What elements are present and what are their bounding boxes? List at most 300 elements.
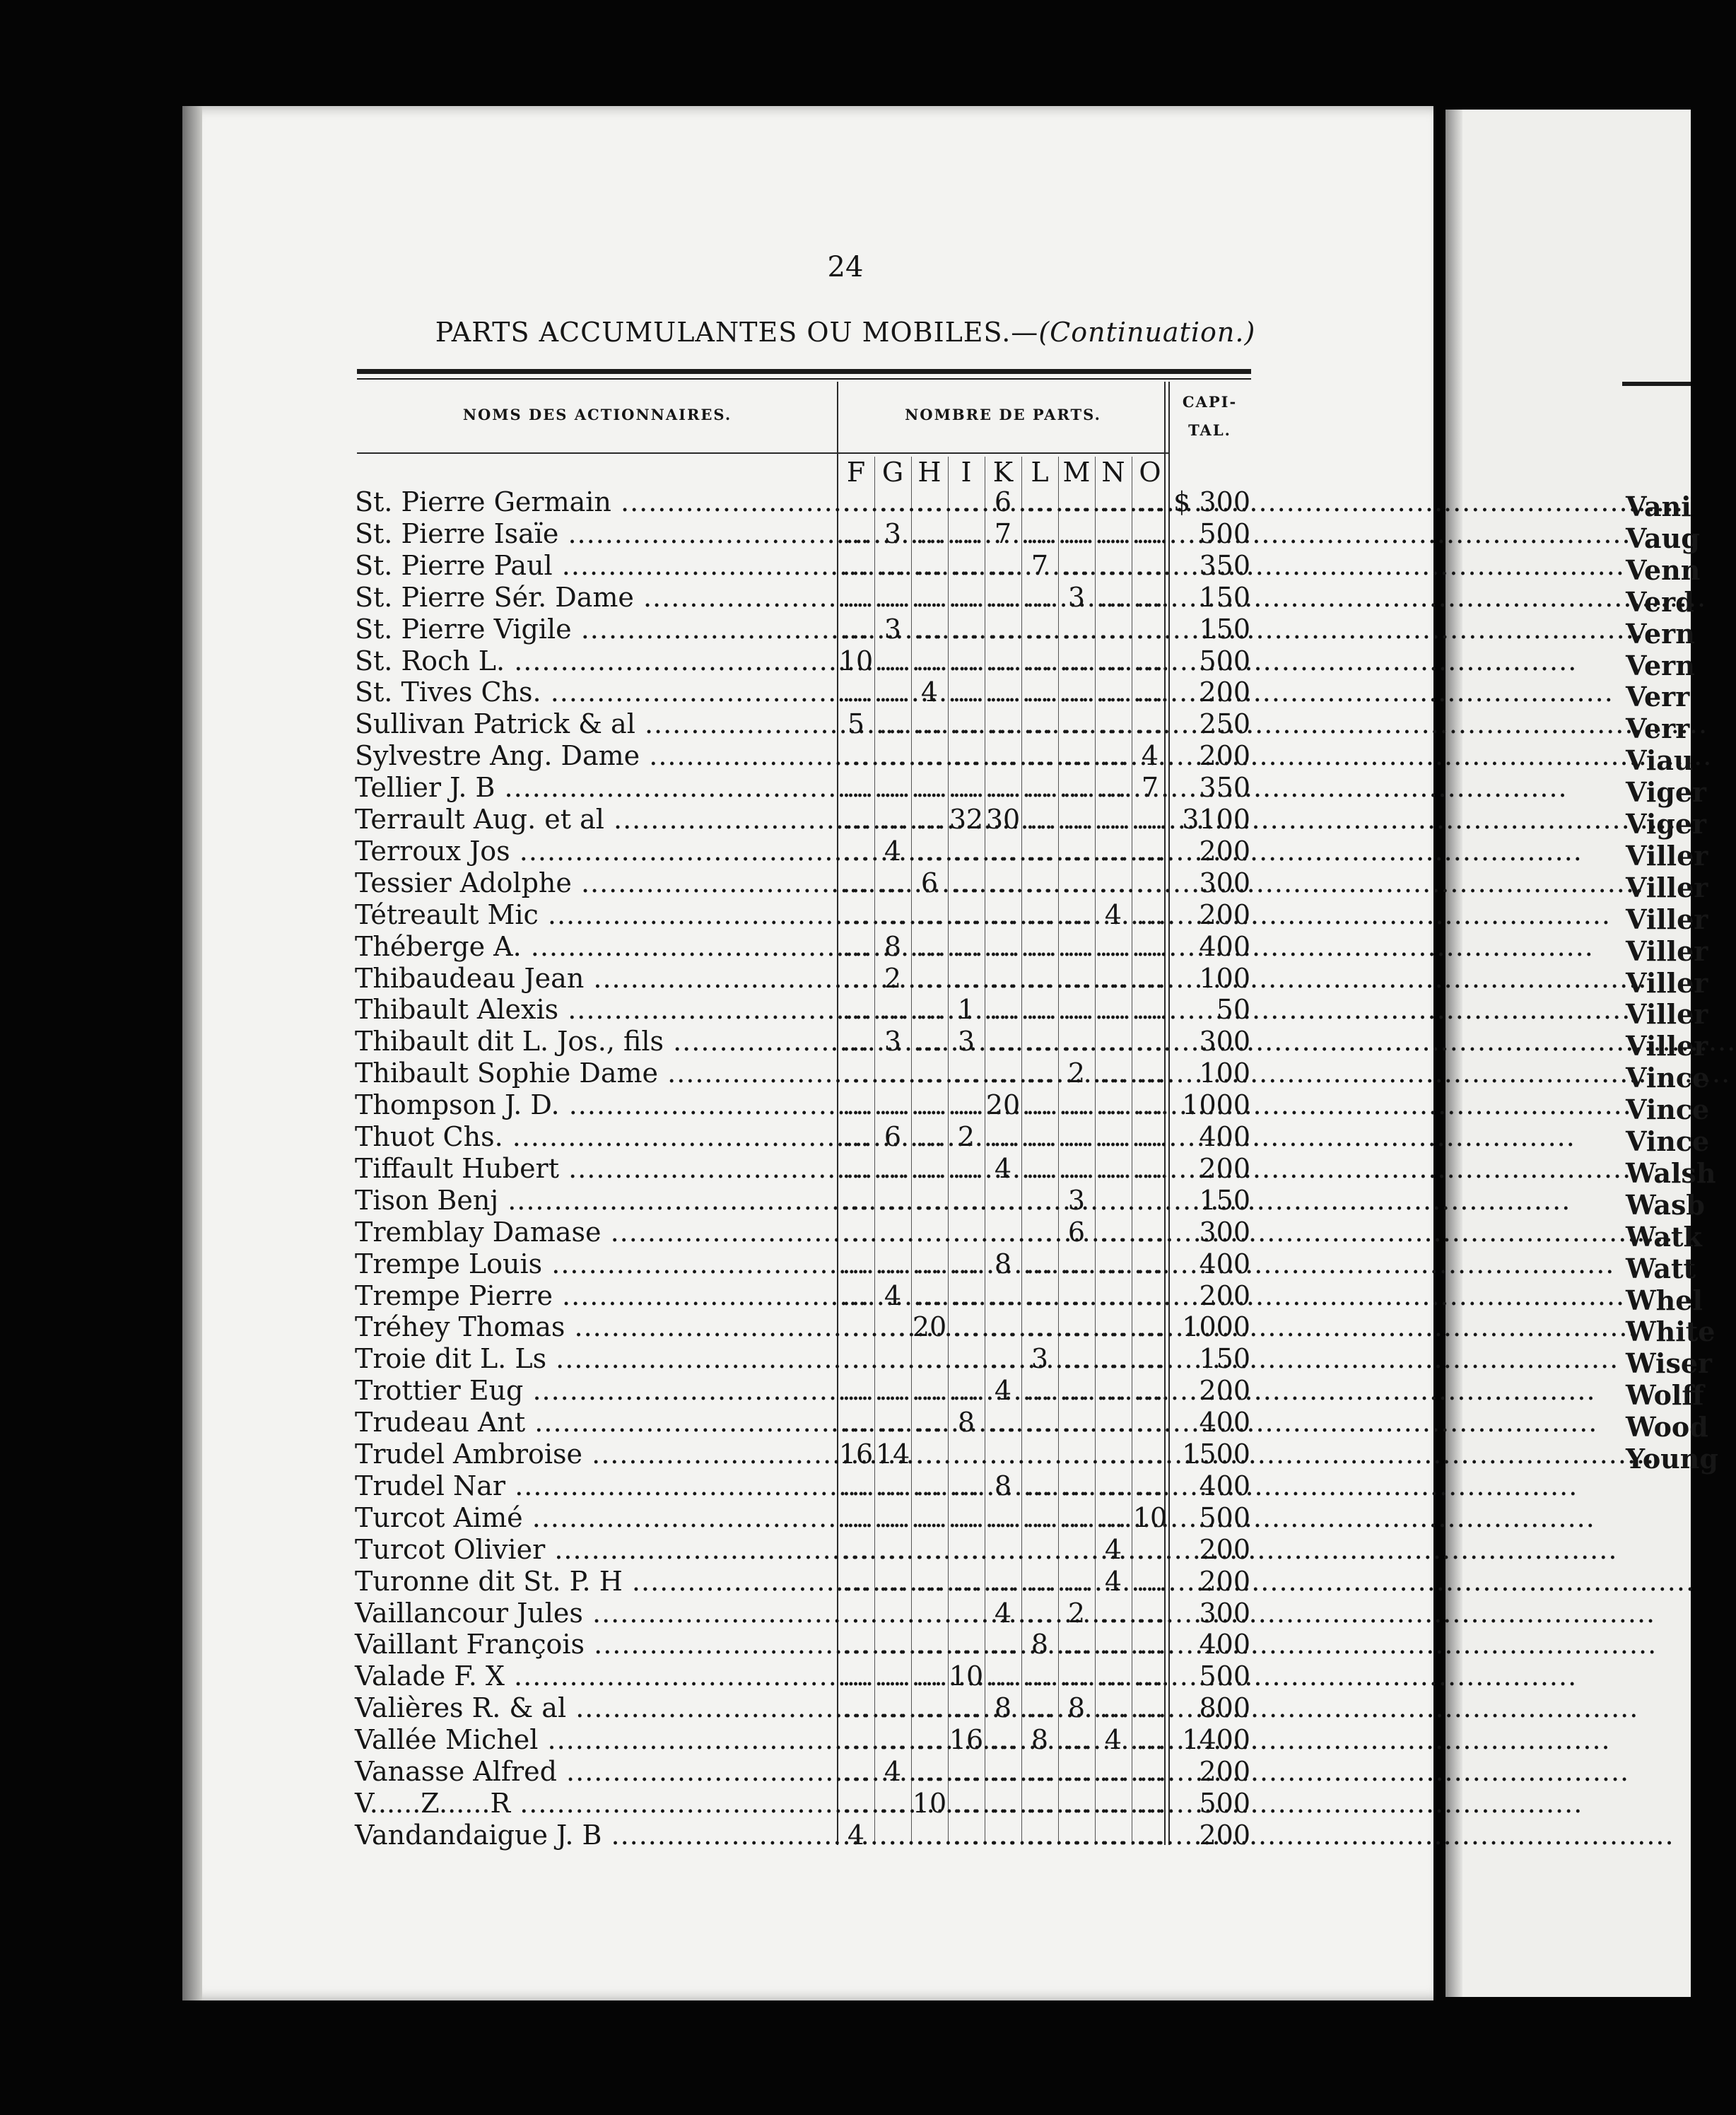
capital-value: 500 (1199, 517, 1250, 549)
parts-cell-l (1021, 1598, 1058, 1629)
parts-cell-i (948, 963, 985, 995)
parts-cell-f: 4 (847, 1819, 865, 1851)
parts-cell-o (1132, 1217, 1168, 1248)
parts-cell-m (1058, 708, 1095, 740)
parts-cell-o (1132, 1089, 1168, 1121)
parts-cell-l (1021, 931, 1058, 963)
parts-cell-g (874, 1248, 911, 1280)
capital-value: 50 (1216, 994, 1250, 1026)
shareholder-name: St. Pierre Sér. Dame ..... (355, 582, 838, 614)
parts-cell-m (1058, 1502, 1095, 1534)
parts-cell-l (1021, 676, 1058, 708)
parts-cell-h (911, 772, 948, 804)
parts-cell-i (948, 1502, 985, 1534)
parts-cell-n (1095, 963, 1132, 995)
header-rule-thin (357, 378, 1251, 380)
parts-cell-o (1132, 1470, 1168, 1502)
parts-cell-h (911, 1439, 948, 1470)
right-page-name-fragment: Vaug (1626, 522, 1700, 554)
parts-cell-l (1021, 1280, 1058, 1312)
parts-cell-l (1021, 899, 1058, 931)
parts-cell-h (911, 994, 948, 1026)
parts-cell-g: 3 (884, 517, 902, 549)
parts-cell-i (948, 836, 985, 867)
parts-cell-h (911, 1343, 948, 1375)
parts-cell-o (1132, 1598, 1168, 1629)
parts-cell-h (911, 740, 948, 772)
parts-cell-o (1132, 867, 1168, 899)
parts-cell-f (838, 1788, 874, 1820)
parts-cell-h (911, 1660, 948, 1692)
parts-cell-k (985, 836, 1021, 867)
parts-cell-k (985, 963, 1021, 995)
parts-cell-f (838, 1375, 874, 1407)
parts-cell-i (948, 1343, 985, 1375)
parts-cell-l (1021, 1407, 1058, 1439)
parts-cell-h (911, 1534, 948, 1566)
names-header-rule (357, 452, 838, 454)
parts-cell-i: 10 (949, 1660, 984, 1692)
parts-cell-o (1132, 1121, 1168, 1153)
parts-cell-o (1132, 582, 1168, 614)
capital-value: 350 (1199, 549, 1250, 581)
parts-cell-m (1058, 486, 1095, 518)
right-page-name-fragment: Viau (1626, 744, 1694, 777)
table-row (355, 899, 1253, 931)
parts-cell-f (838, 486, 874, 518)
capital-value: 1400 (1182, 1724, 1250, 1756)
parts-cell-n (1095, 836, 1132, 867)
parts-cell-h (911, 1502, 948, 1534)
parts-cell-n (1095, 1217, 1132, 1248)
table-row (355, 518, 1253, 550)
parts-cell-g (874, 1058, 911, 1089)
parts-cell-l (1021, 1439, 1058, 1470)
parts-cell-g (874, 1089, 911, 1121)
parts-cell-k (985, 772, 1021, 804)
parts-cell-m (1058, 899, 1095, 931)
right-page-name-fragment: Wolff (1626, 1379, 1704, 1412)
capital-value: 200 (1199, 1565, 1250, 1597)
parts-cell-n (1095, 1343, 1132, 1375)
part-letter-m: M (1062, 457, 1091, 488)
table-row (355, 1153, 1253, 1185)
parts-cell-m (1058, 676, 1095, 708)
parts-cell-o (1132, 645, 1168, 677)
capital-value: 250 (1199, 708, 1250, 740)
parts-cell-l (1021, 1153, 1058, 1185)
parts-cell-n (1095, 931, 1132, 963)
parts-cell-o (1132, 1820, 1168, 1851)
table-row (355, 1248, 1253, 1280)
table-row (355, 1089, 1253, 1121)
parts-cell-i (948, 708, 985, 740)
parts-cell-m (1058, 1153, 1095, 1185)
parts-cell-o: 7 (1141, 772, 1159, 804)
parts-cell-g (874, 486, 911, 518)
parts-cell-n (1095, 1185, 1132, 1217)
parts-cell-k (985, 1121, 1021, 1153)
parts-cell-n (1095, 676, 1132, 708)
shareholder-name: Vaillant François ..... (355, 1629, 838, 1660)
parts-cell-o (1132, 1566, 1168, 1598)
table-row (355, 1724, 1253, 1756)
table-row (355, 1534, 1253, 1566)
table-row (355, 1820, 1253, 1851)
parts-cell-o (1132, 899, 1168, 931)
parts-cell-k (985, 1534, 1021, 1566)
parts-cell-f (838, 550, 874, 582)
capital-value: 150 (1199, 613, 1250, 645)
capital-value: 500 (1199, 1501, 1250, 1533)
parts-cell-n (1095, 1502, 1132, 1534)
parts-cell-m (1058, 1121, 1095, 1153)
capital-value: 200 (1199, 1819, 1250, 1851)
capital-value: 300 (1199, 1026, 1250, 1058)
parts-cell-g (874, 1660, 911, 1692)
capital-value: 100 (1199, 1058, 1250, 1089)
capital-value: 800 (1199, 1692, 1250, 1724)
parts-cell-n (1095, 614, 1132, 645)
parts-cell-k (985, 1629, 1021, 1660)
parts-cell-l (1021, 1058, 1058, 1089)
parts-cell-o (1132, 1248, 1168, 1280)
parts-cell-m (1058, 1820, 1095, 1851)
parts-cell-f (838, 899, 874, 931)
shareholder-name: Thibault Sophie Dame ..... (355, 1058, 838, 1089)
parts-cell-f (838, 614, 874, 645)
parts-cell-g (874, 550, 911, 582)
table-row (355, 1788, 1253, 1820)
parts-cell-f: 16 (838, 1439, 874, 1470)
parts-cell-l: 3 (1031, 1343, 1049, 1375)
parts-cell-o (1132, 1660, 1168, 1692)
part-letter-l: L (1031, 457, 1049, 488)
table-row (355, 1470, 1253, 1502)
parts-cell-f (838, 963, 874, 995)
parts-cell-f (838, 1153, 874, 1185)
parts-cell-m (1058, 1439, 1095, 1470)
shareholder-name: Trudeau Ant ..... (355, 1407, 838, 1439)
parts-header-rule (838, 452, 1168, 454)
parts-cell-l (1021, 836, 1058, 867)
right-page-name-fragment: Wiser (1626, 1347, 1713, 1380)
shareholder-name: Vallée Michel ..... (355, 1724, 838, 1756)
parts-cell-n: 4 (1104, 1565, 1122, 1597)
parts-cell-g (874, 899, 911, 931)
parts-cell-i (948, 676, 985, 708)
table-row (355, 1407, 1253, 1439)
parts-cell-m (1058, 740, 1095, 772)
capital-value: 400 (1199, 1407, 1250, 1439)
parts-cell-n: 4 (1104, 898, 1122, 930)
parts-cell-h: 10 (912, 1787, 947, 1819)
parts-cell-h (911, 836, 948, 867)
capital-value: 200 (1199, 676, 1250, 708)
shareholder-name: St. Roch L. ..... (355, 645, 838, 677)
parts-cell-n (1095, 772, 1132, 804)
parts-cell-n (1095, 1026, 1132, 1058)
table-row (355, 867, 1253, 899)
parts-cell-i (948, 931, 985, 963)
table-row (355, 740, 1253, 772)
part-letter-k: K (992, 457, 1014, 488)
table-row (355, 804, 1253, 836)
parts-cell-m (1058, 645, 1095, 677)
part-letter-headers (838, 457, 1168, 489)
parts-cell-k: 4 (994, 1152, 1012, 1184)
parts-cell-m (1058, 1311, 1095, 1343)
parts-cell-n (1095, 1629, 1132, 1660)
parts-cell-n (1095, 1153, 1132, 1185)
parts-cell-g (874, 1534, 911, 1566)
parts-cell-i (948, 1185, 985, 1217)
parts-cell-n (1095, 1248, 1132, 1280)
parts-cell-g (874, 772, 911, 804)
right-page-name-fragment: Watk (1626, 1220, 1702, 1253)
shareholder-name: Trottier Eug ..... (355, 1375, 838, 1407)
parts-cell-i (948, 518, 985, 550)
parts-cell-f (838, 804, 874, 836)
parts-cell-g (874, 1217, 911, 1248)
parts-cell-l (1021, 1026, 1058, 1058)
shareholder-name: Terroux Jos ..... (355, 836, 838, 867)
parts-cell-n (1095, 994, 1132, 1026)
parts-cell-l (1021, 1820, 1058, 1851)
parts-cell-k (985, 708, 1021, 740)
table-row (355, 1058, 1253, 1089)
table-row (355, 1692, 1253, 1724)
parts-cell-g (874, 867, 911, 899)
parts-cell-h (911, 1058, 948, 1089)
parts-cell-f (838, 1089, 874, 1121)
parts-cell-n (1095, 1407, 1132, 1439)
shareholder-name: Tremblay Damase ..... (355, 1217, 838, 1248)
parts-cell-n (1095, 582, 1132, 614)
parts-cell-g (874, 1153, 911, 1185)
capital-value: 200 (1199, 1756, 1250, 1787)
column-header-capital-2: TAL. (1188, 421, 1231, 439)
parts-cell-h (911, 1089, 948, 1121)
parts-cell-h: 6 (920, 867, 939, 898)
parts-cell-m (1058, 1470, 1095, 1502)
parts-cell-k (985, 1343, 1021, 1375)
parts-cell-o (1132, 1311, 1168, 1343)
capital-value: 200 (1199, 740, 1250, 772)
right-page-name-fragment: Vern (1626, 649, 1695, 681)
parts-cell-g: 4 (884, 1756, 902, 1787)
parts-cell-f (838, 867, 874, 899)
parts-cell-n (1095, 708, 1132, 740)
parts-cell-l (1021, 963, 1058, 995)
parts-cell-l (1021, 1311, 1058, 1343)
right-page-name-fragment: Viller (1626, 903, 1708, 935)
parts-cell-g (874, 1692, 911, 1724)
right-page-name-fragment: Viller (1626, 998, 1708, 1031)
parts-cell-m (1058, 1248, 1095, 1280)
table-row (355, 1566, 1253, 1598)
parts-cell-i (948, 645, 985, 677)
parts-cell-o (1132, 1375, 1168, 1407)
shareholder-name: Valade F. X ..... (355, 1660, 838, 1692)
table-row (355, 994, 1253, 1026)
shareholder-name: Tellier J. B ..... (355, 772, 838, 804)
parts-cell-l (1021, 1756, 1058, 1788)
parts-cell-k: 30 (985, 804, 1021, 835)
parts-cell-n: 4 (1104, 1724, 1122, 1756)
capital-value: 500 (1199, 645, 1250, 676)
parts-cell-n (1095, 1311, 1132, 1343)
parts-cell-m (1058, 1280, 1095, 1312)
parts-cell-l (1021, 518, 1058, 550)
parts-cell-f (838, 1217, 874, 1248)
parts-cell-f (838, 931, 874, 963)
table-row (355, 582, 1253, 614)
parts-cell-m: 6 (1067, 1216, 1086, 1248)
capital-value: 300 (1199, 486, 1250, 517)
parts-cell-k (985, 1502, 1021, 1534)
column-header-parts: NOMBRE DE PARTS. (905, 406, 1101, 423)
parts-cell-i (948, 486, 985, 518)
table-row (355, 708, 1253, 740)
parts-cell-m: 2 (1067, 1058, 1086, 1089)
shareholder-name: Tison Benj ..... (355, 1185, 838, 1217)
shareholder-name: Troie dit L. Ls ..... (355, 1343, 838, 1375)
shareholder-name: Thibaudeau Jean ..... (355, 963, 838, 995)
capital-value: 400 (1199, 1470, 1250, 1501)
parts-cell-g (874, 1185, 911, 1217)
parts-cell-f (838, 1566, 874, 1598)
parts-cell-k (985, 1026, 1021, 1058)
parts-cell-f (838, 1026, 874, 1058)
parts-cell-i (948, 1629, 985, 1660)
part-letter-i: I (961, 457, 972, 488)
parts-cell-o: 4 (1141, 740, 1159, 772)
capital-value: 1000 (1182, 1089, 1250, 1121)
parts-cell-n (1095, 1280, 1132, 1312)
parts-cell-g (874, 676, 911, 708)
parts-cell-l (1021, 1248, 1058, 1280)
parts-cell-i (948, 582, 985, 614)
right-page-name-fragment: Wood (1626, 1411, 1708, 1443)
column-header-capital-1: CAPI- (1182, 393, 1238, 411)
parts-cell-n (1095, 1375, 1132, 1407)
parts-cell-f (838, 1121, 874, 1153)
parts-cell-l (1021, 1534, 1058, 1566)
parts-cell-l: 8 (1031, 1724, 1049, 1756)
parts-cell-o (1132, 1756, 1168, 1788)
parts-cell-g (874, 1502, 911, 1534)
parts-cell-f (838, 1534, 874, 1566)
capital-value: 200 (1199, 898, 1250, 930)
shareholder-name: Trudel Ambroise ..... (355, 1439, 838, 1470)
parts-cell-o (1132, 486, 1168, 518)
parts-cell-l (1021, 994, 1058, 1026)
parts-cell-n (1095, 1470, 1132, 1502)
parts-cell-f: 5 (847, 708, 865, 740)
parts-cell-i (948, 867, 985, 899)
parts-cell-l (1021, 772, 1058, 804)
parts-cell-k (985, 1058, 1021, 1089)
shareholder-name: Trempe Pierre ..... (355, 1280, 838, 1312)
parts-cell-m (1058, 1660, 1095, 1692)
parts-cell-m (1058, 1026, 1095, 1058)
parts-cell-l (1021, 645, 1058, 677)
capital-value: 200 (1199, 1375, 1250, 1407)
parts-cell-f (838, 1724, 874, 1756)
table-row (355, 614, 1253, 645)
parts-cell-o (1132, 1788, 1168, 1820)
parts-cell-o (1132, 518, 1168, 550)
parts-cell-o (1132, 1343, 1168, 1375)
parts-cell-n (1095, 1756, 1132, 1788)
parts-cell-n: 4 (1104, 1533, 1122, 1565)
parts-cell-h (911, 708, 948, 740)
parts-cell-k (985, 1407, 1021, 1439)
capital-value: 150 (1199, 581, 1250, 613)
parts-cell-l (1021, 1121, 1058, 1153)
parts-cell-m (1058, 518, 1095, 550)
parts-cell-l (1021, 1470, 1058, 1502)
parts-cell-f (838, 1248, 874, 1280)
parts-cell-h (911, 899, 948, 931)
parts-cell-i (948, 1089, 985, 1121)
parts-cell-h (911, 1724, 948, 1756)
right-page-name-fragment: Vern (1626, 617, 1695, 650)
parts-cell-k (985, 1724, 1021, 1756)
parts-cell-f (838, 1692, 874, 1724)
capital-value: 400 (1199, 930, 1250, 962)
parts-cell-g (874, 1629, 911, 1660)
parts-cell-g (874, 645, 911, 677)
capital-value: 350 (1199, 772, 1250, 804)
parts-cell-i (948, 899, 985, 931)
parts-cell-g: 4 (884, 835, 902, 867)
parts-cell-i (948, 1788, 985, 1820)
page-number: 24 (827, 251, 864, 283)
parts-cell-i (948, 1566, 985, 1598)
parts-cell-m (1058, 963, 1095, 995)
parts-cell-k: 6 (994, 486, 1012, 517)
parts-cell-k (985, 582, 1021, 614)
capital-value: 300 (1199, 1216, 1250, 1248)
parts-cell-n (1095, 550, 1132, 582)
parts-cell-l (1021, 740, 1058, 772)
parts-cell-i (948, 1375, 985, 1407)
table-row (355, 772, 1253, 804)
parts-cell-i (948, 1470, 985, 1502)
right-page-rule (1622, 382, 1691, 386)
right-page-name-fragment: Viger (1626, 776, 1707, 809)
shareholder-name: Vandandaigue J. B ..... (355, 1820, 838, 1851)
parts-cell-o (1132, 1058, 1168, 1089)
parts-cell-l (1021, 1660, 1058, 1692)
part-letter-h: H (917, 457, 942, 488)
shareholder-name: Trudel Nar ..... (355, 1470, 838, 1502)
right-page-name-fragment: Young (1626, 1443, 1718, 1475)
parts-cell-g (874, 1788, 911, 1820)
table-row (355, 931, 1253, 963)
parts-cell-h (911, 1629, 948, 1660)
table-row (355, 1756, 1253, 1788)
capital-value: 300 (1199, 1597, 1250, 1629)
parts-cell-m (1058, 1629, 1095, 1660)
shareholder-name: Turcot Olivier ..... (355, 1534, 838, 1566)
parts-cell-h (911, 1153, 948, 1185)
right-page-name-fragment: Viller (1626, 839, 1708, 872)
parts-cell-k: 8 (994, 1470, 1012, 1501)
parts-cell-o (1132, 804, 1168, 836)
